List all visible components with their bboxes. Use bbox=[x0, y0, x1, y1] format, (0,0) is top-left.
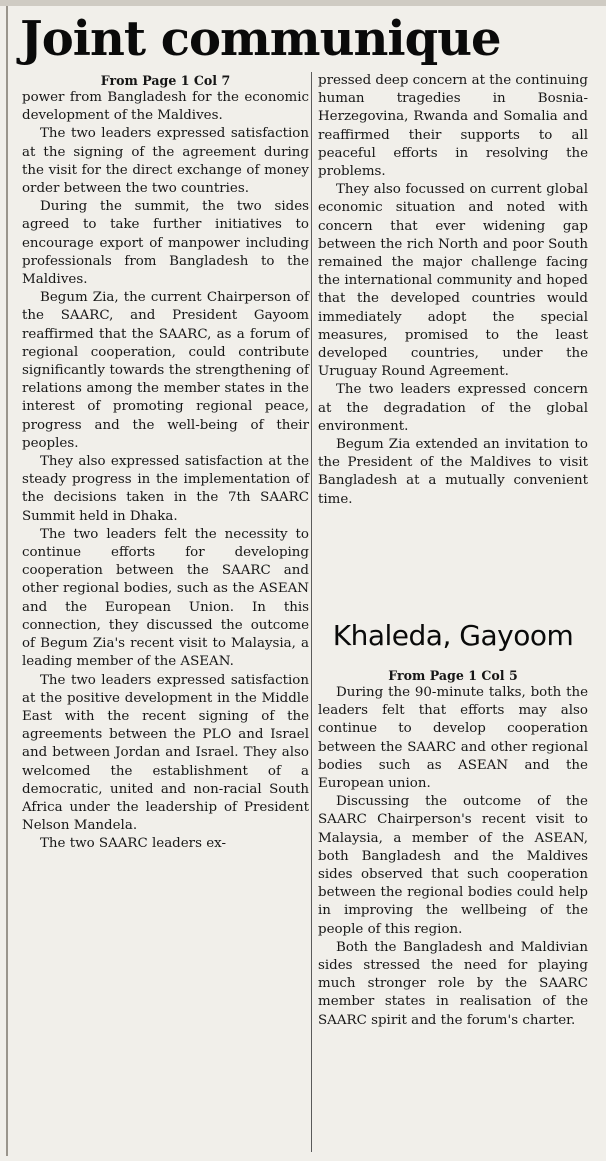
paragraph: They also focussed on current global economic situation and noted with concern that ever widening gap between the rich North and poor South remained the major challenge facing the international community and hoped that the developed countries would immediately adopt the special measures, promised to the least developed countries, under the Uruguay Round Agreement. bbox=[318, 182, 588, 380]
paragraph: Begum Zia extended an invitation to the President of the Maldives to visit Bangladesh at a mutually convenient time. bbox=[318, 437, 588, 507]
paragraph: The two SAARC leaders ex- bbox=[40, 836, 226, 852]
continuation-note: From Page 1 Col 7 bbox=[100, 73, 231, 88]
continuation-note: From Page 1 Col 5 bbox=[388, 668, 518, 683]
clipping-edge-shadow bbox=[6, 6, 8, 1156]
paragraph: The two leaders expressed satisfaction at the positive development in the Middle East with the recent signing of the agreements between the PLO and Israel and between Jordan and Israel. They also welcomed the establishment of a democratic, united and non-racial South Africa under the leadership of President Nelson Mandela. bbox=[22, 672, 309, 834]
right-column bbox=[318, 72, 588, 509]
clipped-top-edge bbox=[0, 0, 606, 6]
paragraph: During the summit, the two sides agreed to take further initiatives to encourage export of manpower including professionals from Bangladesh to the Maldives. bbox=[22, 199, 309, 288]
paragraph: The two leaders expressed satisfaction at the signing of the agreement during the visit for the direct exchange of money order between the two countries. bbox=[22, 126, 309, 197]
paragraph: During the 90-minute talks, both the leaders felt that efforts may also continue to develop cooperation between the SAARC and other regional bodies such as ASEAN and the European union. bbox=[318, 685, 588, 792]
paragraph: power from Bangladesh for the economic development of the Maldives. bbox=[22, 90, 309, 124]
paragraph: pressed deep concern at the continuing human tragedies in Bosnia-Herzegovina, Rwanda and Somalia and reaffirmed their supports to all peaceful efforts in resolving the problems. bbox=[318, 73, 588, 180]
headline: Joint communique bbox=[20, 11, 501, 67]
paragraph: They also expressed satisfaction at the steady progress in the implementation of the decisions taken in the 7th SAARC Summit held in Dhaka. bbox=[22, 454, 309, 524]
column-divider bbox=[311, 72, 312, 1152]
paragraph: Discussing the outcome of the SAARC Chairperson's recent visit to Malaysia, a member of the ASEAN, both Bangladesh and the Maldives sides observed that such cooperation between the regional bodies could help in improving the wellbeing of the people of this region. bbox=[318, 794, 588, 937]
second-story-column bbox=[318, 667, 588, 1030]
paragraph: The two leaders felt the necessity to continue efforts for developing cooperation between the SAARC and other regional bodies, such as the ASEAN and the European Union. In this connection, they discussed the outcome of Begum Zia's recent visit to Malaysia, a leading member of the ASEAN. bbox=[22, 526, 309, 670]
subheadline: Khaleda, Gayoom bbox=[332, 619, 574, 652]
paragraph: The two leaders expressed concern at the degradation of the global environment. bbox=[318, 382, 588, 434]
paragraph: Begum Zia, the current Chairperson of the SAARC, and President Gayoom reaffirmed that the SAARC, as a forum of regional cooperation, could contribute significantly towards the strengthening of relations among the member states in the interest of promoting regional peace, progress and the well-being of their peoples. bbox=[22, 290, 309, 451]
paragraph: Both the Bangladesh and Maldivian sides stressed the need for playing much stronger role by the SAARC member states in realisation of the SAARC spirit and the forum's charter. bbox=[318, 939, 588, 1028]
left-column bbox=[22, 72, 309, 854]
